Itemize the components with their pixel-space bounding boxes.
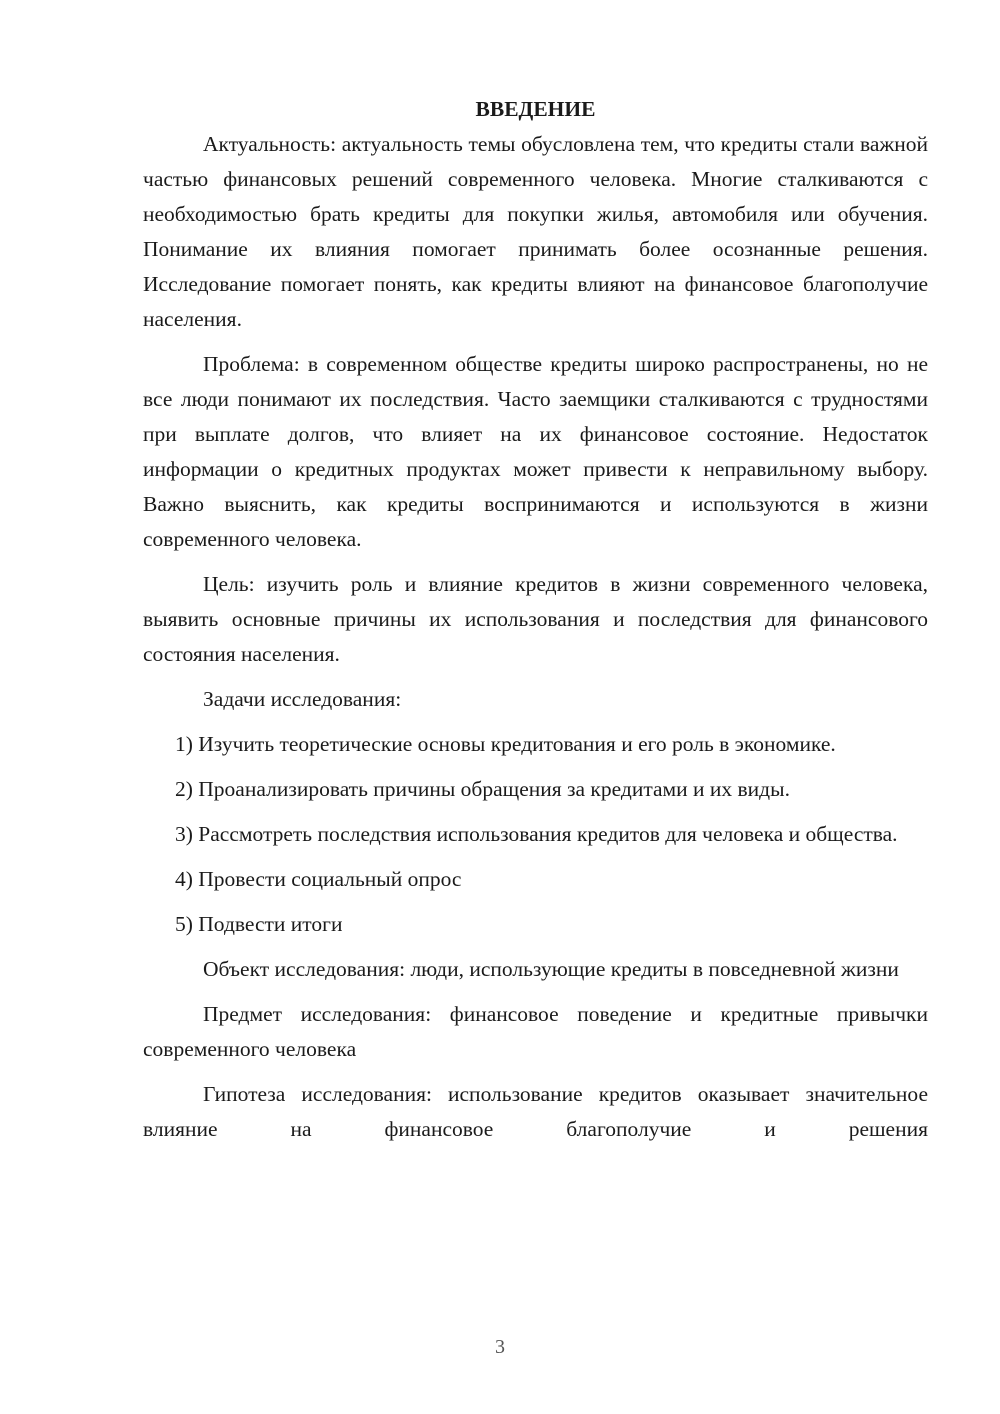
task-item-5: 5) Подвести итоги xyxy=(175,912,343,936)
document-page xyxy=(143,90,928,1157)
tasks-title: Задачи исследования: xyxy=(203,687,402,711)
paragraph-relevance: Актуальность: актуальность темы обусловлена тем, что кредиты стали важной частью финансовых решений современного человека. Многие сталкиваются с необходимостью брать кредиты для покупки жилья, автомобиля или обучения. Понимание их влияния помогает принимать более осознанные решения. Исследование помогает понять, как кредиты влияют на финансовое благополучие населения. xyxy=(143,132,928,331)
paragraph-problem: Проблема: в современном обществе кредиты широко распространены, но не все люди понимают их последствия. Часто заемщики сталкиваются с трудностями при выплате долгов, что влияет на их финансовое состояние. Недостаток информации о кредитных продуктах может привести к неправильному выбору. Важно выяснить, как кредиты воспринимаются и используются в жизни современного человека. xyxy=(143,352,928,551)
paragraph-hypothesis: Гипотеза исследования: использование кредитов оказывает значительное влияние на финансовое благополучие и решения xyxy=(143,1082,928,1141)
page-number: 3 xyxy=(495,1336,505,1358)
task-item-3: 3) Рассмотреть последствия использования кредитов для человека и общества. xyxy=(175,822,898,846)
task-item-1: 1) Изучить теоретические основы кредитования и его роль в экономике. xyxy=(175,732,836,756)
task-item-2: 2) Проанализировать причины обращения за кредитами и их виды. xyxy=(175,777,790,801)
paragraph-object: Объект исследования: люди, использующие кредиты в повседневной жизни xyxy=(203,957,899,981)
paragraph-goal: Цель: изучить роль и влияние кредитов в жизни современного человека, выявить основные причины их использования и последствия для финансового состояния населения. xyxy=(143,572,928,666)
task-item-4: 4) Провести социальный опрос xyxy=(175,867,462,891)
paragraph-subject: Предмет исследования: финансовое поведение и кредитные привычки современного человека xyxy=(143,1002,928,1061)
section-heading: ВВЕДЕНИЕ xyxy=(475,97,596,121)
